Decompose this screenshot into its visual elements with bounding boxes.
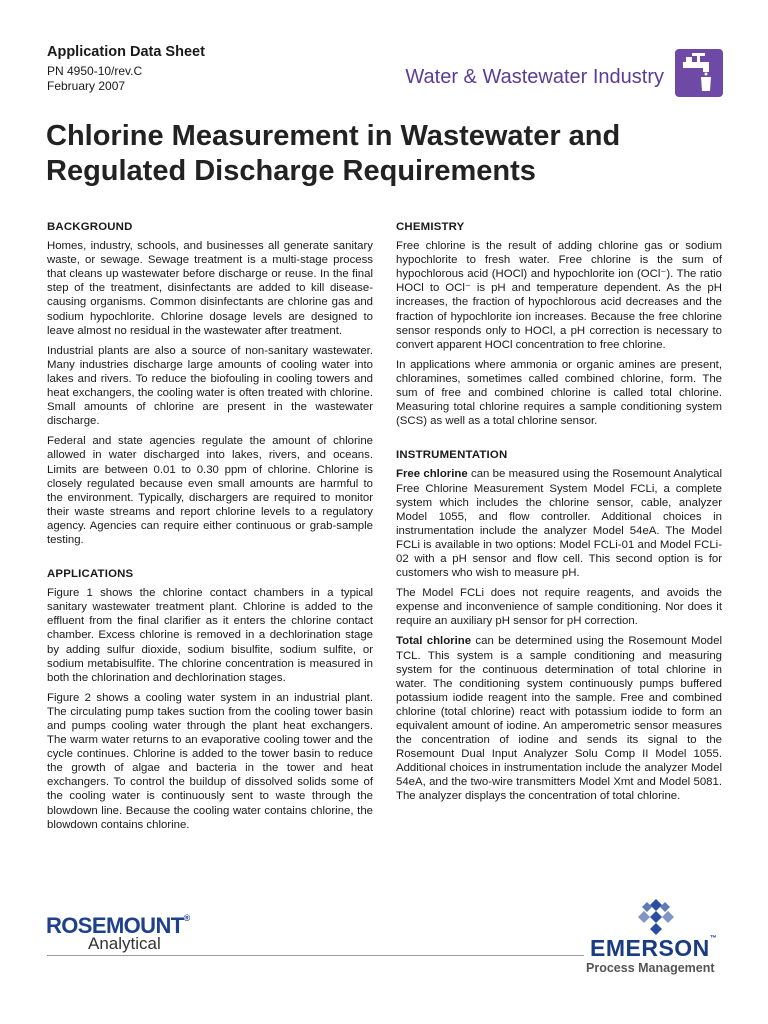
process-management-text: Process Management [586,961,715,975]
analytical-logo-text: Analytical [88,934,161,953]
applications-paragraph-1: Figure 1 shows the chlorine contact chambers in a typical sanitary wastewater treatment plant. Chlorine is added to the effluent from the final clarifier as it enters the chlorine contact chamber. Excess chlorine is removed in a dechlorination stage by adding sulfur dioxide, sodium bisulfite, sodium sulfite, or sodium metabisulfite. The chlorine concentration is measured in both the chlorination and dechlorination stages. [47,587,373,684]
emerson-globe-icon [638,899,674,939]
background-heading: BACKGROUND [47,221,133,233]
industry-label: Water & Wastewater Industry [405,66,664,88]
left-column [47,220,373,838]
doc-type-label: Application Data Sheet [47,44,205,60]
emerson-logo [590,935,717,962]
instrumentation-paragraph-3 [396,634,722,803]
instrumentation-paragraph-1 [396,467,722,580]
chemistry-paragraph-2: In applications where ammonia or organic amines are present, chloramines, sometimes called combined chlorine, form. The sum of free and combined chlorine is called total chlorine. Measuring total chlorine requires a sample conditioning system (SCS) as well as a total chlorine sensor. [396,358,722,428]
right-column [396,220,722,810]
chemistry-heading: CHEMISTRY [396,221,465,233]
part-number: PN 4950-10/rev.C [47,64,143,78]
free-chlorine-text: can be measured using the Rosemount Analytical Free Chlorine Measurement System Model FCLi, a complete system which includes the chlorine sensor, cable, analyzer Model 1055, and flow controller. Additional choices in instrumentation include the analyzer Model 54eA. The Model FCLi is available in two options: Model FCLi-01 and Model FCLi-02 with a pH sensor and flow cell. This second option is for customers who wish to measure pH. [396,468,723,580]
background-paragraph-3: Federal and state agencies regulate the amount of chlorine allowed in water discharged into lakes, rivers, and oceans. Limits are between 0.01 to 0.30 ppm of chlorine. Chlorine is closely regulated because even small amounts are harmful to the environment. Typically, dischargers are required to monitor their waste streams and report chlorine levels to a regulatory agency. Agencies can require either continuous or grab-sample testing. [47,435,373,546]
instrumentation-heading: INSTRUMENTATION [396,449,508,462]
document-title: Chlorine Measurement in Wastewater and Regulated Discharge Requirements [46,120,621,187]
rosemount-logo-text: ROSEMOUNT [46,913,184,938]
emerson-logo-text: EMERSON [590,935,710,961]
applications-paragraph-2: Figure 2 shows a cooling water system in an industrial plant. The circulating pump takes suction from the cooling tower basin and pumps cooling water through the plant heat exchangers. The warm water returns to an evaporative cooling tower and the cycle continues. Chlorine is added to the tower basin to reduce the growth of algae and bacteria in the tower and heat exchangers. To control the buildup of dissolved solids some of the cooling water is continuously sent to waste through the blowdown line. Because the cooling water contains chlorine, the blowdown contains chlorine. [47,691,373,831]
total-chlorine-lead: Total chlorine [396,635,472,648]
footer-divider [47,955,584,956]
publication-date: February 2007 [47,79,126,93]
chemistry-paragraph-1: Free chlorine is the result of adding chlorine gas or sodium hypochlorite to fresh water. Free chlorine is the sum of hypochlorous acid (HOCl) and hypochlorite ion (OCl⁻). The ratio HOCl to OCl⁻ is pH and temperature dependent. As the pH increases, the fraction of hypochlorous acid decreases and the fraction of hypochlorite ion increases. Because the free chlorine sensor responds only to HOCl, a pH correction is necessary to convert apparent HOCl concentration to free chlorine. [396,240,722,351]
background-paragraph-1: Homes, industry, schools, and businesses all generate sanitary waste, or sewage. Sewage treatment is a multi-stage process that cleans up wastewater before discharge or reuse. In the final step of the treatment, disinfectants are added to kill disease-causing organisms. Common disinfectants are chlorine gas and sodium hypochlorite. Chlorine dosage levels are designed to leave almost no residual in the wastewater after treatment. [47,240,373,337]
background-paragraph-2: Industrial plants are also a source of non-sanitary wastewater. Many industries discharge large amounts of cooling water into lakes and rivers. To reduce the biofouling in cooling towers and heat exchangers, the cooling water is often treated with chlorine. Small amounts of chlorine are present in the wastewater discharge. [47,344,373,428]
faucet-icon [675,49,723,97]
free-chlorine-lead: Free chlorine [396,468,468,481]
registered-mark: ® [183,913,190,923]
total-chlorine-text: can be determined using the Rosemount Model TCL. This system is a sample conditioning and measuring system for the continuous determination of total chlorine in water. The conditioning system continuously pumps buffered potassium iodide reagent into the sample. Free and combined chlorine (total chlorine) react with potassium iodide to form an equivalent amount of iodine. An amperometric sensor measures the concentration of iodine and sends its signal to the Rosemount Dual Input Analyzer Solu Comp II Model 1055. Additional choices in instrumentation include the analyzer Model 54eA, and the two-wire transmitters Model Xmt and Model 5081. The analyzer displays the concentration of total chlorine. [396,635,722,803]
instrumentation-paragraph-2: The Model FCLi does not require reagents, and avoids the expense and inconvenience of sample conditioning. Nor does it require an auxiliary pH sensor for pH correction. [396,587,722,628]
applications-heading: APPLICATIONS [47,568,134,581]
trademark-mark: ™ [709,935,718,942]
